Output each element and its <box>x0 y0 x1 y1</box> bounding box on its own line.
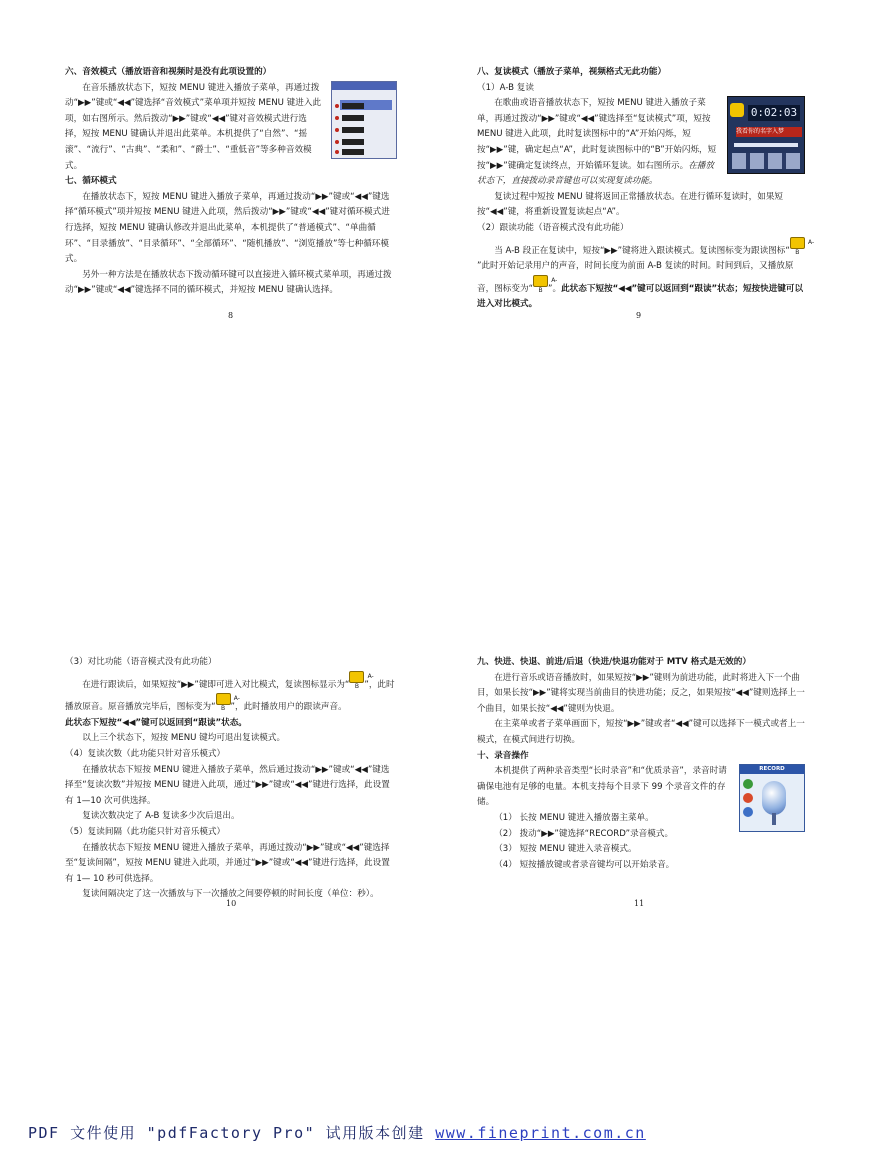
control-buttons-row <box>732 153 800 169</box>
loop-mode-paragraph-1: 在播放状态下，短按 MENU 键进入播放子菜单，再通过拨动“▶▶”键或“◀◀”键选择“循环模式”项并短按 MENU 键进入此项，然后拨动“▶▶”键或“◀◀”键对循环模式进行选择，短按 MENU 键确认修改并退出此菜单，本机提供了“普通模式”、“单曲循环”、“目录播放”、“目录循环”、“全部循环”、“随机播放”、“浏览播放”等七种循环模式。 <box>65 191 390 265</box>
section-heading-sound-effect: 六、音效模式（播放语音和视频时是没有此项设置的） <box>65 67 272 77</box>
page-number-11: 11 <box>634 899 645 908</box>
subheading-repeat-interval: （5）复读间隔（此功能只针对音乐模式） <box>65 826 226 837</box>
section-heading-seek: 九、快进、快退、前进/后退（快进/快退功能对于 MTV 格式是无效的） <box>477 657 751 667</box>
record-menu-screenshot: RECORD <box>739 764 805 832</box>
compare-icon: A-B <box>349 671 364 683</box>
section-heading-record: 十、录音操作 <box>477 750 529 761</box>
repeat-exit-paragraph: 复读过程中短按 MENU 键将返回正常播放状态。在进行循环复读时，如果短按“◀◀”键，将重新设置复读起点“A”。 <box>477 191 784 218</box>
progress-bar <box>734 143 798 147</box>
compare-note: 此状态下短按“◀◀”键可以返回到“跟读”状态。 <box>65 717 247 728</box>
pdf-footer <box>28 1122 646 1143</box>
fineprint-link[interactable]: www.fineprint.com.cn <box>435 1124 646 1142</box>
page-number-8: 8 <box>228 311 234 320</box>
record-step: （1） 长按 MENU 键进入播放器主菜单。 <box>494 812 654 823</box>
loop-mode-paragraph-2: 另外一种方法是在播放状态下拨动循环键可以直接进入循环模式菜单项，再通过拨动“▶▶”键或“◀◀”键选择不同的循环模式，并短按 MENU 键确认选择。 <box>65 269 392 296</box>
ab-repeat-icon <box>730 103 744 117</box>
sound-effect-menu-screenshot <box>331 81 397 159</box>
repeat-interval-note: 复读间隔决定了这一次播放与下一次播放之间要停顿的时间长度（单位：秒）。 <box>82 889 379 900</box>
footer-text: PDF 文件使用 "pdfFactory Pro" 试用版本创建 <box>28 1124 436 1142</box>
original-sound-icon: A-B <box>533 275 548 287</box>
page-10 <box>65 655 397 903</box>
page-8 <box>65 65 397 299</box>
repeat-count-note: 复读次数决定了 A-B 复读多少次后退出。 <box>82 811 240 822</box>
page-9 <box>477 65 815 313</box>
subheading-repeat-count: （4）复读次数（此功能只针对音乐模式） <box>65 748 226 759</box>
repeat-count-paragraph: 在播放状态下短按 MENU 键进入播放子菜单，然后通过拨动“▶▶”键或“◀◀”键选择至“复读次数”并短按 MENU 键进入此项，通过“▶▶”键或“◀◀”键进行选择，此设置有 1—10 次可供选择。 <box>65 764 390 806</box>
record-step: （2） 拨动“▶▶”键选择“RECORD”录音模式。 <box>494 828 674 839</box>
user-voice-icon: A-B <box>216 693 231 705</box>
compare-paragraph: 在进行跟读后，如果短按“▶▶”键即可进入对比模式，复读图标显示为“A-B ”，此时播放原音。原音播放完毕后，图标变为“A-B ”，此时播放用户的跟读声音。 <box>65 672 395 713</box>
page-number-9: 9 <box>636 311 642 320</box>
playback-time: 0:02:03 <box>748 105 800 121</box>
follow-read-icon: A-B <box>790 237 805 249</box>
subheading-compare: （3）对比功能（语音模式没有此功能） <box>65 657 217 667</box>
record-paragraph: 本机提供了两种录音类型“长时录音”和“优质录音”，录音时请确保电池有足够的电量。本机支持每个目录下 99 个录音文件的存储。 <box>477 766 727 808</box>
follow-read-paragraph: 当 A-B 段正在复读中，短按“▶▶”键将进入跟读模式。复读图标变为跟读图标“A-B”此时开始记录用户的声音，时间长度为前面 A-B 复读的时间。时间到后，又播放原音，图标变为“A-B ”。此状态下短按“◀◀”键可以返回到“跟读”状态；短按快进键可以进入对比模式。 <box>477 238 815 310</box>
track-title: 我看你的名字入梦 <box>736 127 802 137</box>
subheading-follow-read: （2）跟读功能（语音模式没有此功能） <box>477 222 629 233</box>
record-step: （4） 短按播放键或者录音键均可以开始录音。 <box>494 859 675 870</box>
record-step: （3） 短按 MENU 键进入录音模式。 <box>494 844 637 855</box>
subheading-ab-repeat: （1）A-B 复读 <box>477 82 534 93</box>
ab-repeat-paragraph: 在歌曲或语音播放状态下，短按 MENU 键进入播放子菜单，再通过拨动“▶▶”键或“◀◀”键选择至“复读模式”项，短按 MENU 键进入此项，此时复读图标中的“A”开始闪烁，短按“▶▶”键，确定起点“A”，此时复读图标中的“B”开始闪烁，短按“▶▶”键确定复读终点，开始循环复读。如右图所示。在播放状态下，直接拨动录音键也可以实现复读功能。 <box>477 98 717 187</box>
page-number-10: 10 <box>226 899 237 908</box>
ab-repeat-tip: 在播放状态下，直接拨动录音键也可以实现复读功能。 <box>477 160 714 187</box>
seek-paragraph-1: 在进行音乐或语音播放时，如果短按“▶▶”键则为前进功能，此时将进入下一个曲目，如果长按“▶▶”键将实现当前曲目的快进功能；反之，如果短按“◀◀”键则选择上一个曲目，如果长按“◀◀”键则为快退。 <box>477 672 805 714</box>
exit-repeat-note: 以上三个状态下，短按 MENU 键均可退出复读模式。 <box>82 733 286 744</box>
page-11 <box>477 655 805 873</box>
seek-paragraph-2: 在主菜单或者子菜单画面下，短按“▶▶”键或者“◀◀”键可以选择下一模式或者上一模式，在模式间进行切换。 <box>477 719 805 745</box>
sound-effect-paragraph: 在音乐播放状态下，短按 MENU 键进入播放子菜单，再通过拨动“▶▶”键或“◀◀”键选择“音效模式”菜单项并短按 MENU 键进入此项，如右图所示。然后拨动“▶▶”键或“◀◀”键对音效模式进行选择，短按 MENU 键确认并退出此菜单。本机提供了“自然”、“摇滚”、“流行”、“古典”、“柔和”、“爵士”、“重低音”等多种音效模式。 <box>65 82 322 171</box>
section-heading-loop-mode: 七、循环模式 <box>65 176 117 187</box>
section-heading-repeat-mode: 八、复读模式（播放子菜单，视频格式无此功能） <box>477 67 667 77</box>
repeat-interval-paragraph: 在播放状态下短按 MENU 键进入播放子菜单，再通过拨动“▶▶”键或“◀◀”键选择至“复读间隔”，短按 MENU 键进入此项，并通过“▶▶”键或“◀◀”键进行选择，此设置有 1— 10 秒可供选择。 <box>65 842 390 884</box>
microphone-icon <box>762 781 786 815</box>
repeat-player-screenshot <box>727 96 805 174</box>
